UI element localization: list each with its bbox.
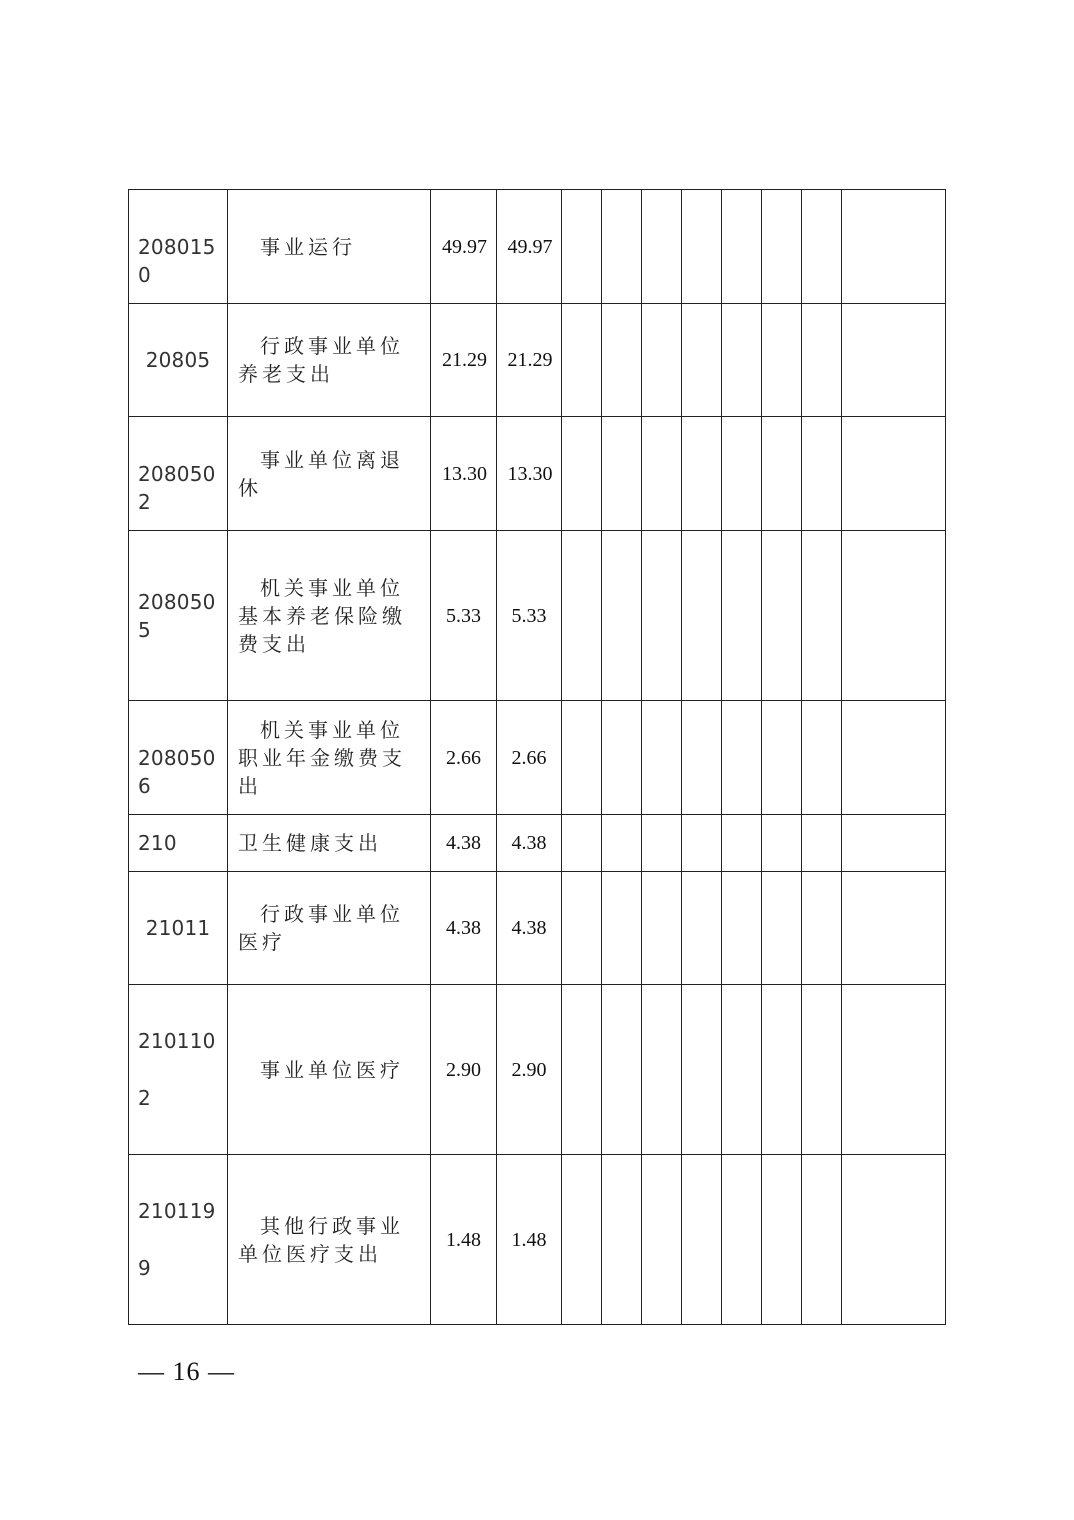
empty-cell [562,304,602,417]
empty-cell [842,872,946,985]
empty-cell [682,531,722,701]
amount-total: 4.38 [431,815,497,872]
item-name [228,701,431,815]
empty-cell [722,190,762,304]
table-row [129,1155,946,1325]
item-name-text: 行政事业单位医疗 [238,902,404,954]
empty-cell [642,417,682,531]
empty-cell [682,985,722,1155]
empty-cell [602,985,642,1155]
empty-cell [642,304,682,417]
amount-total: 4.38 [431,872,497,985]
empty-cell [562,190,602,304]
empty-cell [682,1155,722,1325]
empty-cell [842,190,946,304]
empty-cell [722,701,762,815]
empty-cell [802,304,842,417]
amount-total: 5.33 [431,531,497,701]
empty-cell [562,872,602,985]
empty-cell [802,985,842,1155]
empty-cell [602,304,642,417]
empty-cell [762,1155,802,1325]
amount-total: 13.30 [431,417,497,531]
empty-cell [802,701,842,815]
item-code: 21011 [129,872,228,985]
empty-cell [602,417,642,531]
item-name [228,531,431,701]
empty-cell [762,531,802,701]
empty-cell [682,417,722,531]
empty-cell [682,701,722,815]
item-name-text: 其他行政事业单位医疗支出 [238,1213,404,1266]
empty-cell [642,701,682,815]
empty-cell [762,701,802,815]
empty-cell [762,304,802,417]
empty-cell [642,815,682,872]
amount-total: 2.66 [431,701,497,815]
item-name [228,872,431,985]
empty-cell [562,531,602,701]
empty-cell [842,1155,946,1325]
amount-basic: 13.30 [497,417,562,531]
empty-cell [842,531,946,701]
table-row [129,985,946,1155]
empty-cell [762,872,802,985]
item-name [228,417,431,531]
empty-cell [602,872,642,985]
amount-basic: 4.38 [497,872,562,985]
page-number: — 16 — [138,1357,235,1386]
item-code: 20805 [129,304,228,417]
empty-cell [802,815,842,872]
table-row [129,304,946,417]
empty-cell [722,815,762,872]
empty-cell [562,815,602,872]
empty-cell [762,417,802,531]
amount-total: 1.48 [431,1155,497,1325]
item-name-text: 行政事业单位养老支出 [238,334,404,386]
empty-cell [602,815,642,872]
empty-cell [802,531,842,701]
item-name [228,1155,431,1325]
empty-cell [642,1155,682,1325]
item-name-text: 机关事业单位职业年金缴费支出 [238,717,406,798]
item-code: 2080506 [129,701,228,815]
empty-cell [802,417,842,531]
item-name-text: 卫生健康支出 [238,831,382,855]
empty-cell [762,815,802,872]
empty-cell [562,417,602,531]
table-row [129,190,946,304]
item-code: 2101102 [129,985,228,1155]
amount-basic: 4.38 [497,815,562,872]
empty-cell [722,1155,762,1325]
empty-cell [642,531,682,701]
amount-total: 49.97 [431,190,497,304]
empty-cell [562,1155,602,1325]
amount-total: 2.90 [431,985,497,1155]
empty-cell [682,190,722,304]
amount-basic: 2.90 [497,985,562,1155]
empty-cell [642,190,682,304]
empty-cell [842,417,946,531]
empty-cell [722,531,762,701]
empty-cell [682,815,722,872]
table-row [129,815,946,872]
amount-basic: 1.48 [497,1155,562,1325]
item-name-text: 事业单位医疗 [260,1057,404,1082]
item-code: 2080502 [129,417,228,531]
amount-basic: 2.66 [497,701,562,815]
table-row [129,701,946,815]
item-code: 210 [129,815,228,872]
item-code: 2080505 [129,531,228,701]
item-code: 2080150 [129,190,228,304]
table-row [129,531,946,701]
item-name [228,815,431,872]
empty-cell [802,872,842,985]
empty-cell [562,985,602,1155]
empty-cell [722,304,762,417]
empty-cell [842,985,946,1155]
empty-cell [602,531,642,701]
empty-cell [642,872,682,985]
empty-cell [762,190,802,304]
empty-cell [602,1155,642,1325]
empty-cell [762,985,802,1155]
empty-cell [722,985,762,1155]
empty-cell [842,815,946,872]
empty-cell [802,1155,842,1325]
item-name-text: 机关事业单位基本养老保险缴费支出 [238,575,406,656]
amount-basic: 21.29 [497,304,562,417]
item-name [228,190,431,304]
empty-cell [802,190,842,304]
empty-cell [642,985,682,1155]
budget-table [128,189,946,1325]
amount-basic: 49.97 [497,190,562,304]
table-row [129,417,946,531]
item-name [228,304,431,417]
empty-cell [722,417,762,531]
empty-cell [722,872,762,985]
item-name [228,985,431,1155]
item-name-text: 事业单位离退休 [238,447,404,500]
empty-cell [602,701,642,815]
item-name-text: 事业运行 [260,234,356,259]
empty-cell [682,872,722,985]
empty-cell [842,701,946,815]
empty-cell [842,304,946,417]
empty-cell [602,190,642,304]
table-row [129,872,946,985]
empty-cell [682,304,722,417]
item-code: 2101199 [129,1155,228,1325]
empty-cell [562,701,602,815]
amount-basic: 5.33 [497,531,562,701]
amount-total: 21.29 [431,304,497,417]
